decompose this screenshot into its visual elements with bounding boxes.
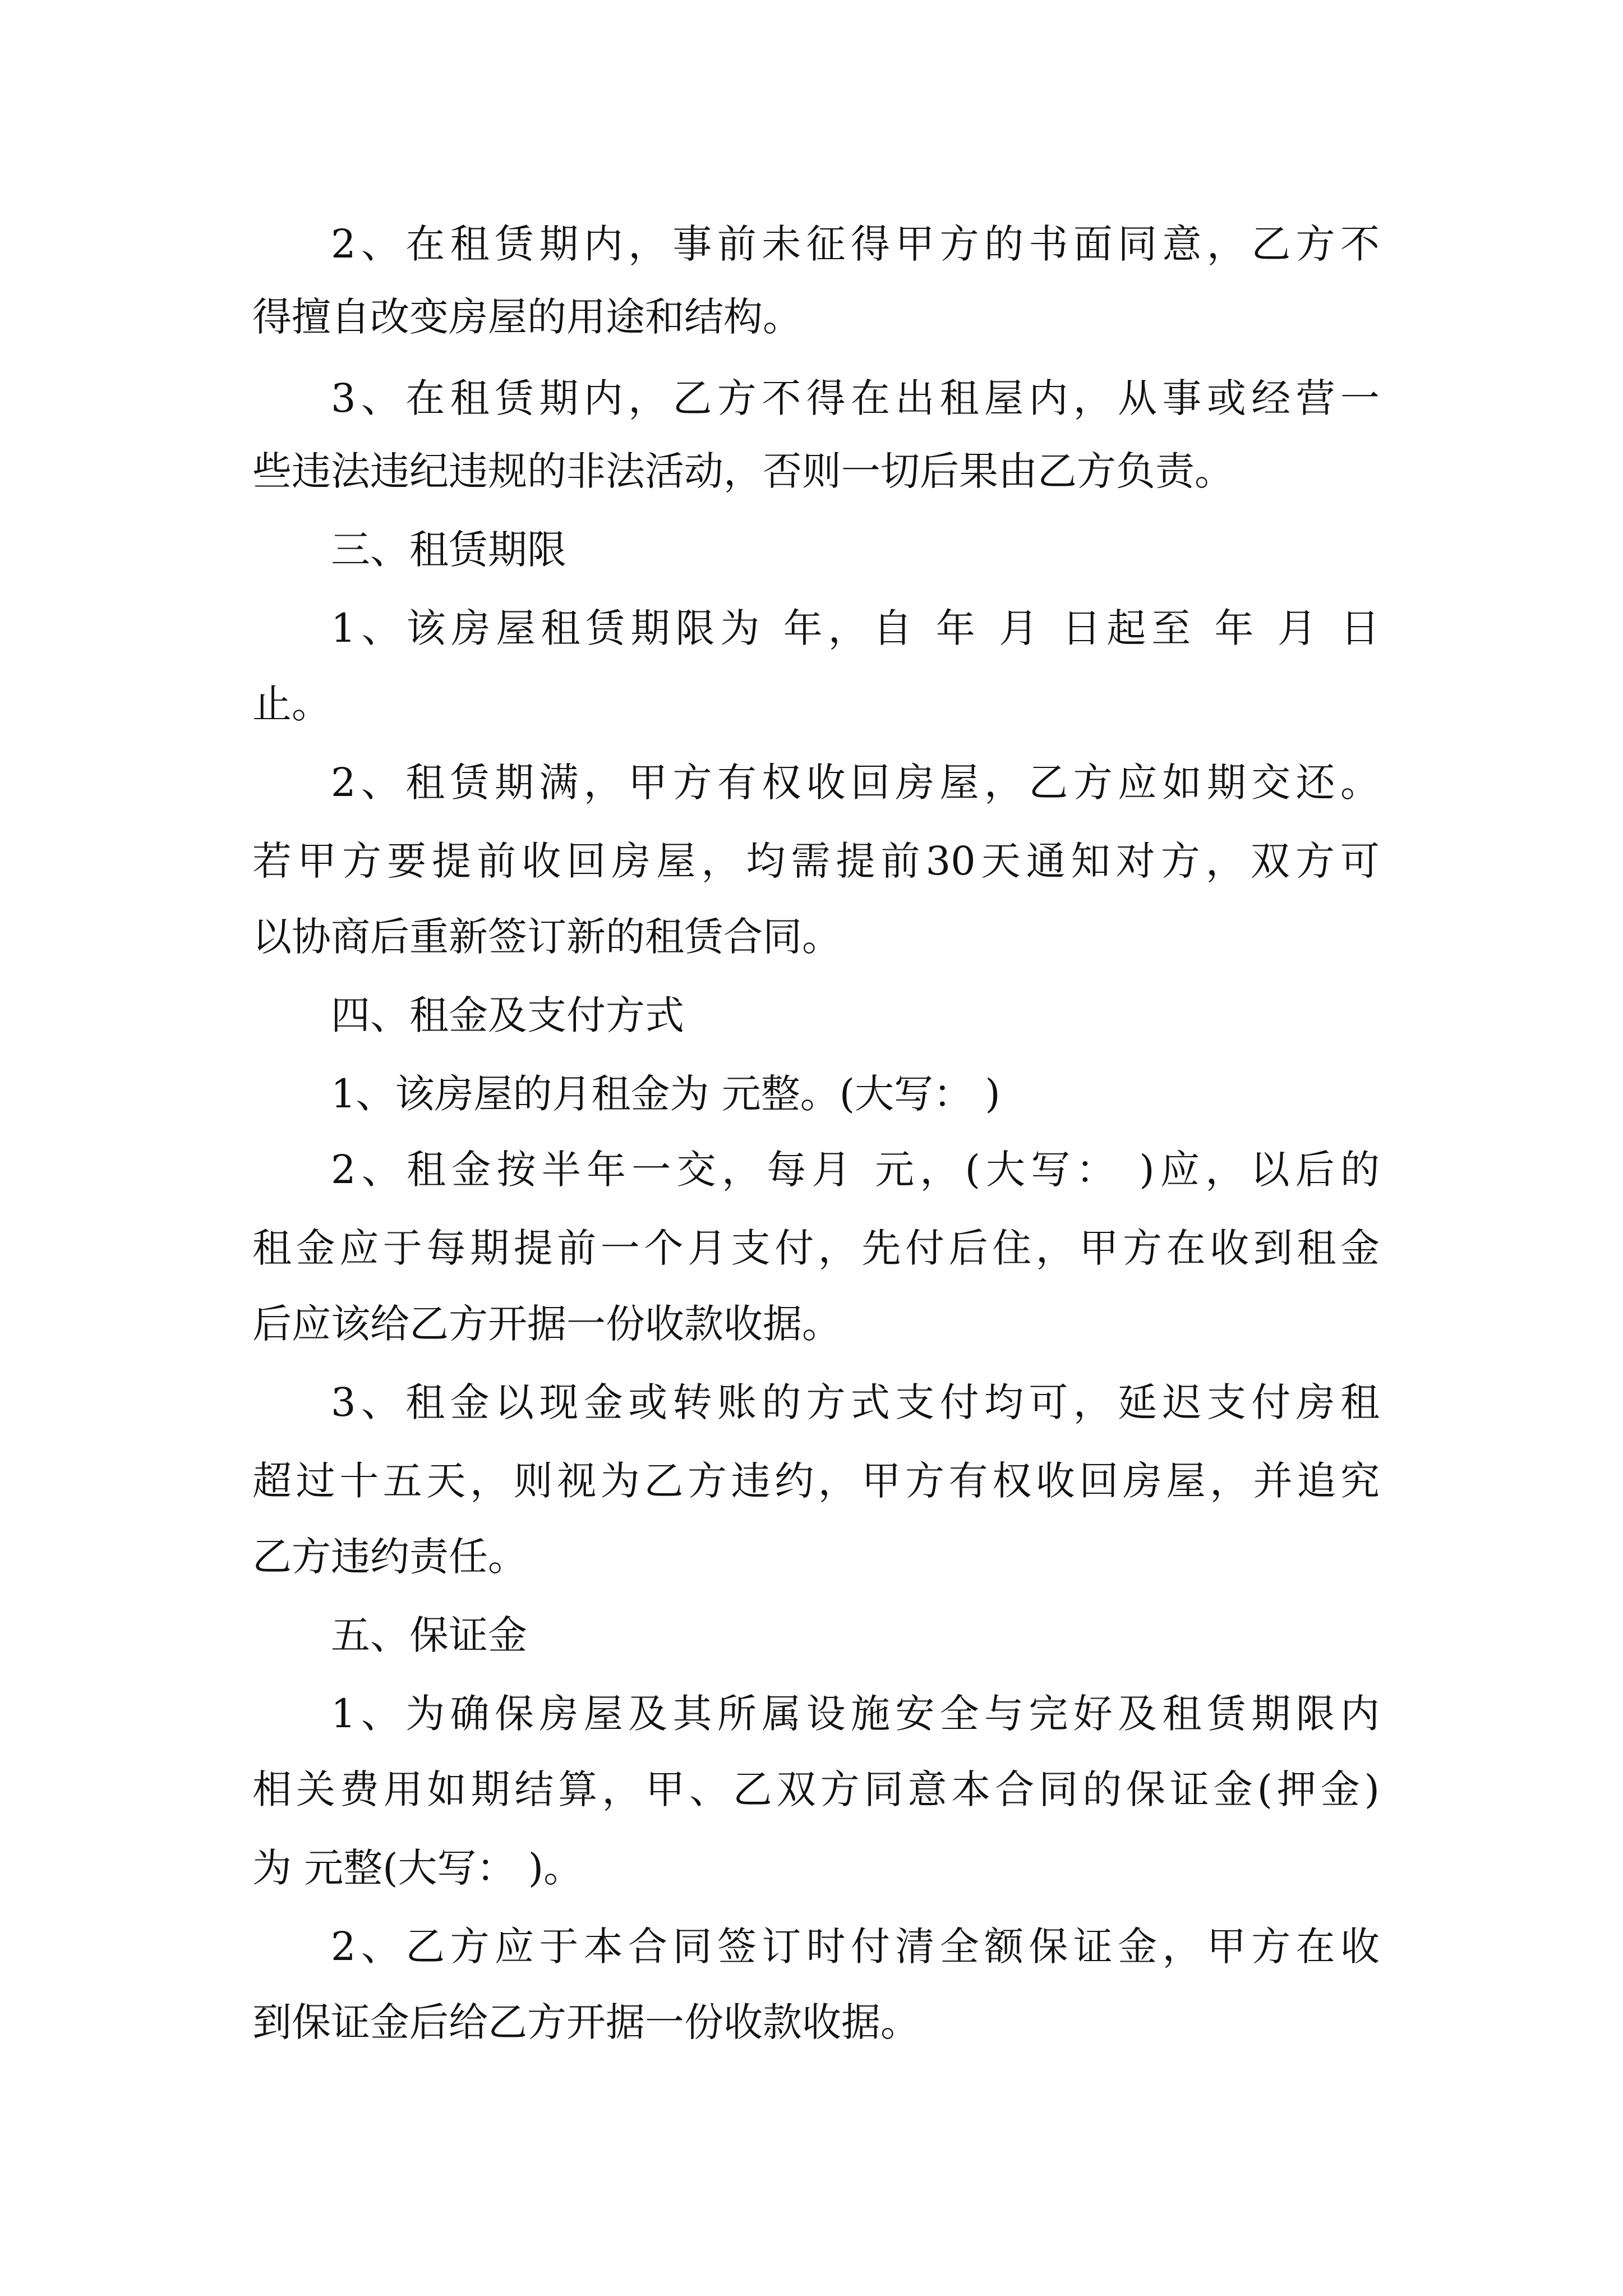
paragraph-line: 2、租赁期满，甲方有权收回房屋，乙方应如期交还。 [331,760,1380,806]
paragraph-line: 止。 [252,681,331,727]
paragraph-line: 租金应于每期提前一个月支付，先付后住，甲方在收到租金 [252,1225,1380,1271]
paragraph-line: 后应该给乙方开据一份收款收据。 [252,1301,841,1347]
paragraph-line: 超过十五天，则视为乙方违约，甲方有权收回房屋，并追究 [252,1458,1380,1504]
paragraph-line: 以协商后重新签订新的租赁合同。 [252,914,841,960]
paragraph-line: 1、该房屋租赁期限为 年，自 年 月 日起至 年 月 日 [331,605,1380,651]
paragraph-line: 若甲方要提前收回房屋，均需提前30天通知对方，双方可 [252,838,1380,884]
paragraph-line: 乙方违约责任。 [252,1534,527,1580]
section-heading: 三、租赁期限 [331,527,566,573]
section-heading: 五、保证金 [331,1612,527,1658]
paragraph-line: 3、在租赁期内，乙方不得在出租屋内，从事或经营一 [331,375,1380,421]
paragraph-line: 2、乙方应于本合同签订时付清全额保证金，甲方在收 [331,1924,1380,1970]
paragraph-line: 些违法违纪违规的非法活动，否则一切后果由乙方负责。 [252,448,1234,494]
paragraph-line: 得擅自改变房屋的用途和结构。 [252,294,802,340]
paragraph-line: 相关费用如期结算，甲、乙双方同意本合同的保证金(押金) [252,1766,1380,1812]
paragraph-line: 1、该房屋的月租金为 元整。(大写： ) [331,1071,1000,1117]
paragraph-line: 为 元整(大写： )。 [252,1845,583,1891]
section-heading: 四、租金及支付方式 [331,992,684,1038]
paragraph-line: 到保证金后给乙方开据一份收款收据。 [252,1999,920,2045]
paragraph-line: 2、在租赁期内，事前未征得甲方的书面同意，乙方不 [331,221,1380,267]
paragraph-line: 3、租金以现金或转账的方式支付均可，延迟支付房租 [331,1379,1380,1425]
paragraph-line: 1、为确保房屋及其所属设施安全与完好及租赁期限内 [331,1691,1380,1737]
paragraph-line: 2、租金按半年一交，每月 元，(大写： )应，以后的 [331,1147,1380,1193]
